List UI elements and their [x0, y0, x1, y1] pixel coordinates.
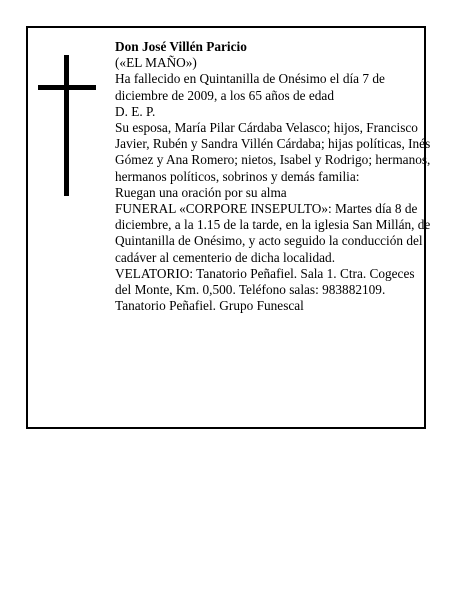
wake-details: VELATORIO: Tanatorio Peñafiel. Sala 1. Ctra. Cogeces del Monte, Km. 0,500. Teléfono salas: 983882109.: [115, 265, 415, 298]
funeral-home-footer: Tanatorio Peñafiel. Grupo Funescal: [115, 298, 304, 314]
cross-vertical-bar: [64, 55, 69, 196]
obituary-text: [115, 39, 431, 314]
death-notice: Ha fallecido en Quintanilla de Onésimo el día 7 de diciembre de 2009, a los 65 años de edad: [115, 71, 385, 103]
prayer-request: Ruegan una oración por su alma: [115, 184, 287, 200]
rip-line: D. E. P.: [115, 103, 156, 119]
deceased-nickname: («EL MAÑO»): [115, 55, 197, 71]
funeral-details: FUNERAL «CORPORE INSEPULTO»: Martes día 8 de diciembre, a la 1.15 de la tarde, en la iglesia San Millán, de Quintanilla de Onésimo, y acto seguido la conducción del cadáver al cementerio de dicha localidad.: [115, 201, 431, 265]
deceased-name: Don José Villén Paricio: [115, 39, 247, 54]
cross-horizontal-bar: [38, 85, 96, 90]
family-list: Su esposa, María Pilar Cárdaba Velasco; hijos, Francisco Javier, Rubén y Sandra Villén Cárdaba; hijas políticas, Inés Gómez y Ana Romero; nietos, Isabel y Rodrigo; hermanos, hermanos políticos, sobrinos y demás familia:: [115, 120, 431, 184]
